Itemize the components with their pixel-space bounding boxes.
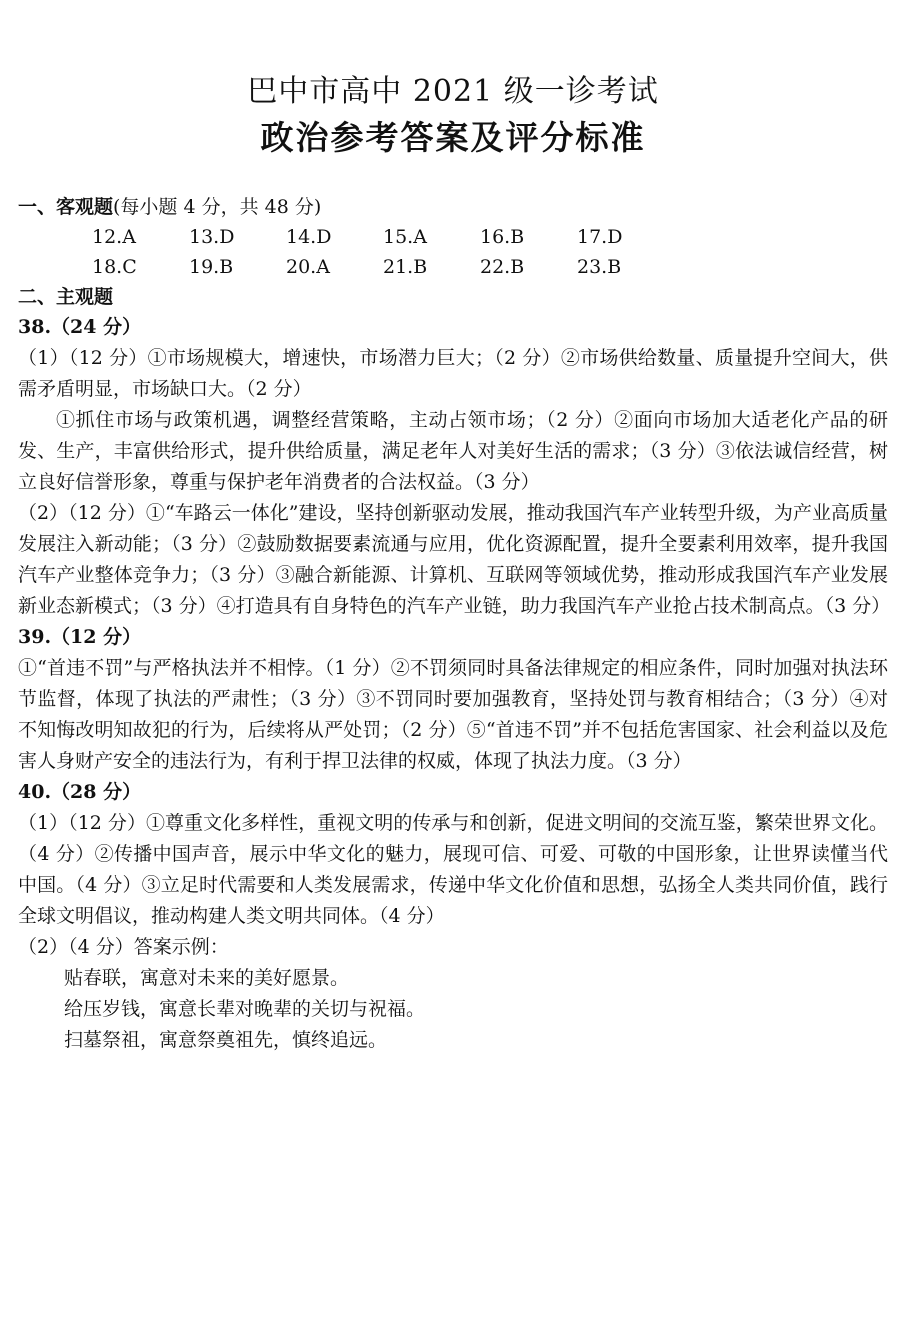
mcq-answer: 22.B bbox=[480, 256, 525, 278]
mcq-answer: 16.B bbox=[480, 226, 525, 248]
question-40-example: 给压岁钱，寓意长辈对晚辈的关切与祝福。 bbox=[64, 998, 426, 1020]
subjective-heading-label: 二、主观题 bbox=[18, 286, 114, 308]
question-39-answer: ①“首违不罚”与严格执法并不相悖。（1 分）②不罚须同时具备法律规定的相应条件，同时加强对执法环节监督，体现了执法的严肃性；（3 分）③不罚同时要加强教育，坚持处罚与教育相结合；（3 分）④对不知悔改明知故犯的行为，后续将从严处罚；（2 分）⑤“首违不罚”并不包括危害国家、社会利益以及危害人身财产安全的违法行为，有利于捍卫法律的权威，体现了执法力度。（3 分） bbox=[18, 657, 888, 772]
objective-heading-note: (每小题 4 分，共 48 分) bbox=[113, 196, 322, 218]
objective-answer-grid bbox=[92, 222, 888, 282]
question-40-example: 扫墓祭祖，寓意祭奠祖先，慎终追远。 bbox=[64, 1029, 388, 1051]
objective-heading-label: 一、客观题 bbox=[18, 196, 114, 218]
mcq-answer: 23.B bbox=[577, 256, 622, 278]
mcq-answer: 13.D bbox=[189, 226, 235, 248]
mcq-answer: 17.D bbox=[577, 226, 623, 248]
mcq-answer: 18.C bbox=[92, 256, 137, 278]
question-40-part2-label: （2）（4 分）答案示例： bbox=[18, 936, 229, 958]
objective-section-heading bbox=[18, 192, 888, 222]
exam-title: 巴中市高中 2021 级一诊考试 bbox=[247, 74, 659, 109]
mcq-answer: 19.B bbox=[189, 256, 234, 278]
question-40-label: 40.（28 分） bbox=[18, 781, 142, 803]
question-40-part1-answer: （1）（12 分）①尊重文化多样性，重视文明的传承与和创新，促进文明间的交流互鉴，繁荣世界文化。（4 分）②传播中国声音，展示中华文化的魅力，展现可信、可爱、可敬的中国形象，让世界读懂当代中国。（4 分）③立足时代需要和人类发展需求，传递中华文化价值和思想，弘扬全人类共同价值，践行全球文明倡议，推动构建人类文明共同体。（4 分） bbox=[18, 812, 888, 927]
question-40-example: 贴春联，寓意对未来的美好愿景。 bbox=[64, 967, 350, 989]
mcq-answer: 21.B bbox=[383, 256, 428, 278]
question-38-part1-answer: （1）（12 分）①市场规模大，增速快，市场潜力巨大；（2 分）②市场供给数量、质量提升空间大，供需矛盾明显，市场缺口大。（2 分） bbox=[18, 347, 888, 400]
mcq-answer: 14.D bbox=[286, 226, 332, 248]
mcq-answer: 12.A bbox=[92, 226, 136, 248]
mcq-answer: 20.A bbox=[286, 256, 330, 278]
question-38-label: 38.（24 分） bbox=[18, 316, 142, 338]
subjective-section-heading bbox=[18, 282, 888, 312]
document-title: 政治参考答案及评分标准 bbox=[260, 118, 646, 157]
question-39-label: 39.（12 分） bbox=[18, 626, 142, 648]
mcq-answer: 15.A bbox=[383, 226, 427, 248]
question-38-part2-answer: （2）（12 分）①“车路云一体化”建设，坚持创新驱动发展，推动我国汽车产业转型升级，为产业高质量发展注入新动能；（3 分）②鼓励数据要素流通与应用，优化资源配置，提升全要素利用效率，提升我国汽车产业整体竞争力；（3 分）③融合新能源、计算机、互联网等领域优势，推动形成我国汽车产业发展新业态新模式；（3 分）④打造具有自身特色的汽车产业链，助力我国汽车产业抢占技术制高点。（3 分） bbox=[18, 502, 891, 617]
question-38-part1-measures: ①抓住市场与政策机遇，调整经营策略，主动占领市场；（2 分）②面向市场加大适老化产品的研发、生产，丰富供给形式，提升供给质量，满足老年人对美好生活的需求；（3 分）③依法诚信经营，树立良好信誉形象，尊重与保护老年消费者的合法权益。（3 分） bbox=[18, 409, 888, 493]
